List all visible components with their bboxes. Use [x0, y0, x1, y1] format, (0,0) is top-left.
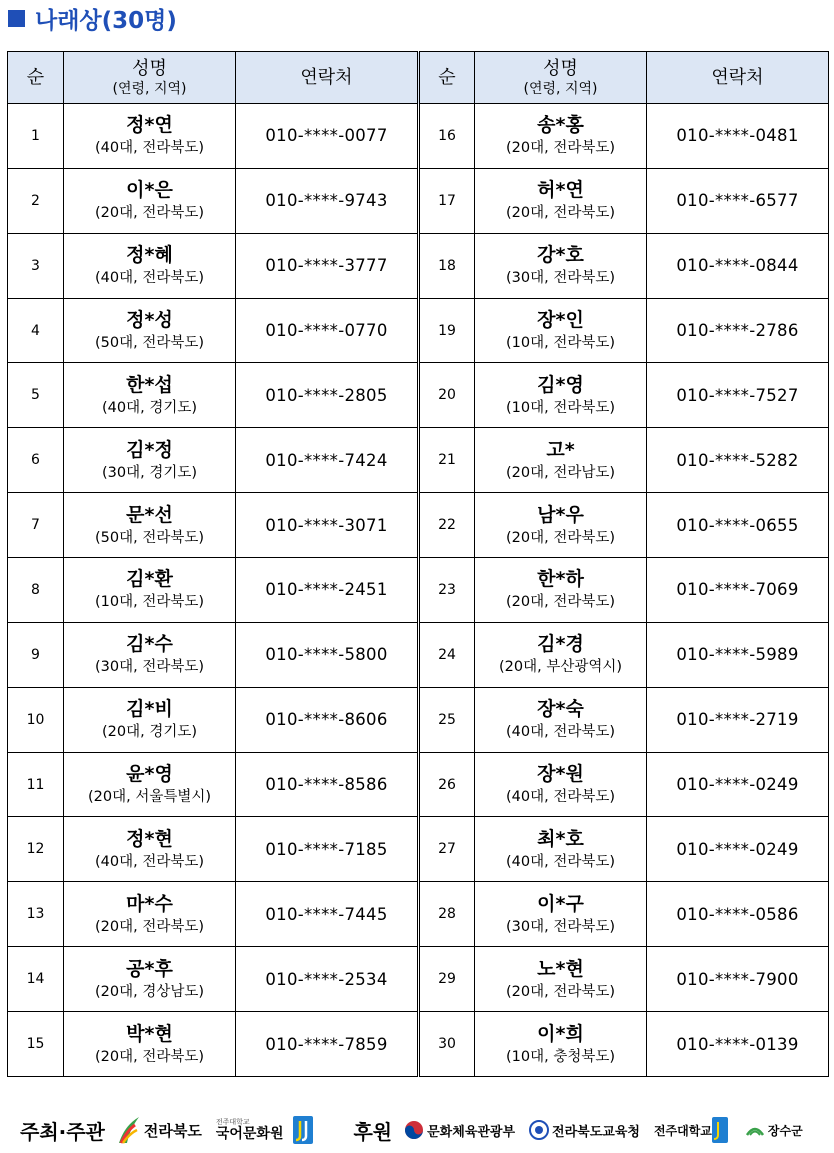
winner-name: 한*섭: [126, 373, 173, 396]
table-row: [8, 687, 829, 752]
education-office-logo: 전라북도교육청: [529, 1120, 640, 1140]
winner-age-region: (20대, 전라북도): [94, 918, 205, 935]
row-number: 24: [419, 622, 475, 687]
winner-age-region: (20대, 전라북도): [505, 983, 616, 1000]
winner-phone: 010-****-3071: [236, 493, 419, 558]
winner-name: 정*성: [126, 309, 173, 331]
winner-phone: 010-****-9743: [236, 168, 419, 233]
winner-age-region: (50대, 전라북도): [94, 335, 205, 351]
winner-cell: [475, 1012, 647, 1077]
winner-cell: [64, 1012, 236, 1077]
table-row: [8, 622, 829, 687]
winner-phone: 010-****-0249: [647, 752, 829, 817]
winner-phone: 010-****-7069: [647, 558, 829, 623]
winner-name: 이*구: [537, 892, 584, 915]
winner-cell: [475, 363, 647, 428]
table-row: [8, 104, 829, 169]
winner-name: 장*숙: [537, 698, 584, 721]
winner-name: 김*수: [126, 633, 173, 656]
winner-name: 공*후: [126, 957, 173, 980]
winner-phone: 010-****-0481: [647, 104, 829, 169]
row-number: 11: [8, 752, 64, 817]
footer: [20, 1110, 820, 1150]
winner-name: 김*환: [126, 568, 173, 591]
winner-name: 정*현: [126, 827, 173, 850]
winner-phone: 010-****-7424: [236, 428, 419, 493]
winner-phone: 010-****-5800: [236, 622, 419, 687]
header-name: 성명 (연령, 지역): [475, 52, 647, 104]
row-number: 16: [419, 104, 475, 169]
winner-age-region: (40대, 전라북도): [505, 789, 616, 806]
row-number: 10: [8, 687, 64, 752]
winner-age-region: (40대, 전라북도): [94, 140, 205, 157]
winner-cell: [64, 752, 236, 817]
table-header-row: [8, 52, 829, 104]
winner-phone: 010-****-0249: [647, 817, 829, 882]
table-row: [8, 817, 829, 882]
winner-age-region: (20대, 전라북도): [505, 529, 616, 546]
winner-name: 장*원: [537, 763, 584, 786]
winner-phone: 010-****-8586: [236, 752, 419, 817]
row-number: 2: [8, 168, 64, 233]
row-number: 17: [419, 168, 475, 233]
winner-name: 김*영: [537, 373, 584, 396]
row-number: 23: [419, 558, 475, 623]
winner-name: 송*홍: [537, 114, 584, 137]
winner-age-region: (30대, 전라북도): [505, 918, 616, 935]
header-phone: 연락처: [647, 52, 829, 104]
winner-phone: 010-****-7859: [236, 1012, 419, 1077]
winner-phone: 010-****-2534: [236, 947, 419, 1012]
table-row: [8, 882, 829, 947]
winner-name: 마*수: [126, 892, 173, 915]
winner-name: 이*은: [126, 179, 173, 202]
table-row: [8, 233, 829, 298]
winner-cell: [64, 428, 236, 493]
winner-name: 정*연: [126, 114, 173, 137]
winner-age-region: (20대, 전라북도): [505, 140, 616, 157]
row-number: 20: [419, 363, 475, 428]
jeollabukdo-logo: [117, 1115, 202, 1145]
winner-phone: 010-****-5989: [647, 622, 829, 687]
winner-cell: [475, 428, 647, 493]
winner-phone: 010-****-7445: [236, 882, 419, 947]
winner-name: 노*현: [537, 957, 584, 980]
row-number: 4: [8, 298, 64, 363]
row-number: 18: [419, 233, 475, 298]
winner-cell: [64, 104, 236, 169]
row-number: 8: [8, 558, 64, 623]
header-phone: 연락처: [236, 52, 419, 104]
jeollabukdo-logo-text: 전라북도: [143, 1121, 202, 1140]
row-number: 29: [419, 947, 475, 1012]
ministry-of-culture-logo: 문화체육관광부: [404, 1120, 515, 1140]
winner-age-region: (20대, 전라남도): [505, 464, 616, 481]
row-number: 30: [419, 1012, 475, 1077]
table-row: [8, 298, 829, 363]
winner-cell: [475, 558, 647, 623]
winner-age-region: (40대, 전라북도): [94, 270, 205, 287]
winner-age-region: (40대, 전라북도): [505, 853, 616, 870]
winner-name: 최*호: [537, 827, 584, 850]
header-name: 성명 (연령, 지역): [64, 52, 236, 104]
winner-age-region: (20대, 서울특별시): [87, 789, 212, 806]
winner-name: 허*연: [537, 179, 584, 202]
winner-age-region: (20대, 전라북도): [505, 205, 616, 222]
row-number: 26: [419, 752, 475, 817]
jeollabukdo-emblem-icon: [117, 1115, 141, 1145]
header-number: 순: [8, 52, 64, 104]
table-row: [8, 363, 829, 428]
winner-name: 이*희: [537, 1022, 584, 1045]
page-title-text: 나래상(30명): [35, 7, 177, 34]
winner-cell: [475, 233, 647, 298]
winner-age-region: (30대, 경기도): [101, 464, 197, 481]
table-row: [8, 752, 829, 817]
award-roster-table: [7, 51, 829, 1077]
winner-name: 김*정: [126, 438, 173, 461]
table-row: [8, 947, 829, 1012]
row-number: 22: [419, 493, 475, 558]
winner-name: 강*호: [537, 244, 584, 267]
winner-phone: 010-****-7900: [647, 947, 829, 1012]
winner-cell: [475, 752, 647, 817]
winner-cell: [475, 817, 647, 882]
winner-name: 장*인: [537, 309, 584, 331]
winner-phone: 010-****-2786: [647, 298, 829, 363]
winner-age-region: (30대, 전라북도): [94, 659, 205, 676]
winner-name: 김*비: [126, 698, 173, 721]
winner-phone: 010-****-2805: [236, 363, 419, 428]
winner-age-region: (40대, 경기도): [101, 399, 197, 416]
university-emblem-icon: [712, 1117, 728, 1143]
row-number: 6: [8, 428, 64, 493]
winner-name: 윤*영: [126, 763, 173, 786]
winner-phone: 010-****-2719: [647, 687, 829, 752]
page-title: [8, 4, 177, 32]
winner-cell: [64, 168, 236, 233]
korean-language-center-logo: 전주대학교 국어문화원: [215, 1117, 284, 1142]
winner-cell: [475, 622, 647, 687]
winner-age-region: (10대, 전라북도): [505, 399, 616, 416]
row-number: 5: [8, 363, 64, 428]
winner-age-region: (20대, 경기도): [101, 724, 197, 741]
winner-cell: [64, 687, 236, 752]
jeonju-university-logo: 전주대학교: [654, 1117, 731, 1143]
winner-phone: 010-****-0770: [236, 298, 419, 363]
education-office-emblem-icon: [529, 1120, 549, 1140]
winner-phone: 010-****-8606: [236, 687, 419, 752]
row-number: 7: [8, 493, 64, 558]
row-number: 15: [8, 1012, 64, 1077]
winner-age-region: (20대, 경상남도): [94, 983, 205, 1000]
table-row: [8, 558, 829, 623]
winner-cell: [475, 882, 647, 947]
winner-cell: [64, 493, 236, 558]
winner-name: 한*하: [537, 568, 584, 591]
winner-phone: 010-****-7527: [647, 363, 829, 428]
row-number: 1: [8, 104, 64, 169]
winner-phone: 010-****-0077: [236, 104, 419, 169]
jj-emblem-icon: [293, 1116, 313, 1144]
winner-age-region: (20대, 전라북도): [94, 1048, 205, 1065]
header-number: 순: [419, 52, 475, 104]
square-bullet-icon: [8, 10, 25, 27]
winner-age-region: (20대, 전라북도): [94, 205, 205, 222]
winner-name: 문*선: [126, 503, 173, 526]
taegeuk-icon: [404, 1120, 424, 1140]
row-number: 27: [419, 817, 475, 882]
jangsu-county-logo: 장수군: [745, 1121, 803, 1139]
winner-cell: [475, 168, 647, 233]
winner-phone: 010-****-0655: [647, 493, 829, 558]
winner-phone: 010-****-7185: [236, 817, 419, 882]
winner-phone: 010-****-2451: [236, 558, 419, 623]
winner-name: 고*: [546, 438, 575, 461]
table-row: [8, 1012, 829, 1077]
winner-name: 박*현: [126, 1022, 173, 1045]
winner-cell: [64, 622, 236, 687]
winner-name: 남*우: [537, 503, 584, 526]
row-number: 12: [8, 817, 64, 882]
winner-phone: 010-****-0586: [647, 882, 829, 947]
winner-age-region: (30대, 전라북도): [505, 270, 616, 287]
table-row: [8, 493, 829, 558]
winner-phone: 010-****-0844: [647, 233, 829, 298]
winner-cell: [475, 298, 647, 363]
row-number: 19: [419, 298, 475, 363]
winner-cell: [475, 687, 647, 752]
winner-name: 정*혜: [126, 244, 173, 267]
row-number: 28: [419, 882, 475, 947]
sponsor-label: 후원: [353, 1119, 393, 1144]
table-row: [8, 428, 829, 493]
winner-age-region: (20대, 전라북도): [505, 594, 616, 611]
winner-age-region: (40대, 전라북도): [94, 853, 205, 870]
winner-cell: [475, 104, 647, 169]
host-label: 주최·주관: [20, 1119, 105, 1144]
table-row: [8, 168, 829, 233]
winner-age-region: (10대, 전라북도): [94, 594, 205, 611]
winner-age-region: (10대, 충청북도): [505, 1048, 616, 1065]
row-number: 9: [8, 622, 64, 687]
winner-age-region: (50대, 전라북도): [94, 529, 205, 546]
row-number: 25: [419, 687, 475, 752]
winner-cell: [64, 558, 236, 623]
winner-phone: 010-****-5282: [647, 428, 829, 493]
winner-cell: [64, 882, 236, 947]
winner-cell: [475, 493, 647, 558]
winner-age-region: (20대, 부산광역시): [498, 659, 623, 676]
winner-age-region: (40대, 전라북도): [505, 724, 616, 741]
row-number: 3: [8, 233, 64, 298]
row-number: 14: [8, 947, 64, 1012]
winner-cell: [64, 298, 236, 363]
winner-cell: [475, 947, 647, 1012]
winner-name: 김*경: [537, 633, 584, 656]
winner-cell: [64, 947, 236, 1012]
row-number: 21: [419, 428, 475, 493]
row-number: 13: [8, 882, 64, 947]
winner-phone: 010-****-0139: [647, 1012, 829, 1077]
winner-phone: 010-****-6577: [647, 168, 829, 233]
winner-cell: [64, 363, 236, 428]
winner-cell: [64, 233, 236, 298]
winner-age-region: (10대, 전라북도): [505, 335, 616, 351]
winner-phone: 010-****-3777: [236, 233, 419, 298]
winner-cell: [64, 817, 236, 882]
jangsu-emblem-icon: [745, 1121, 765, 1139]
